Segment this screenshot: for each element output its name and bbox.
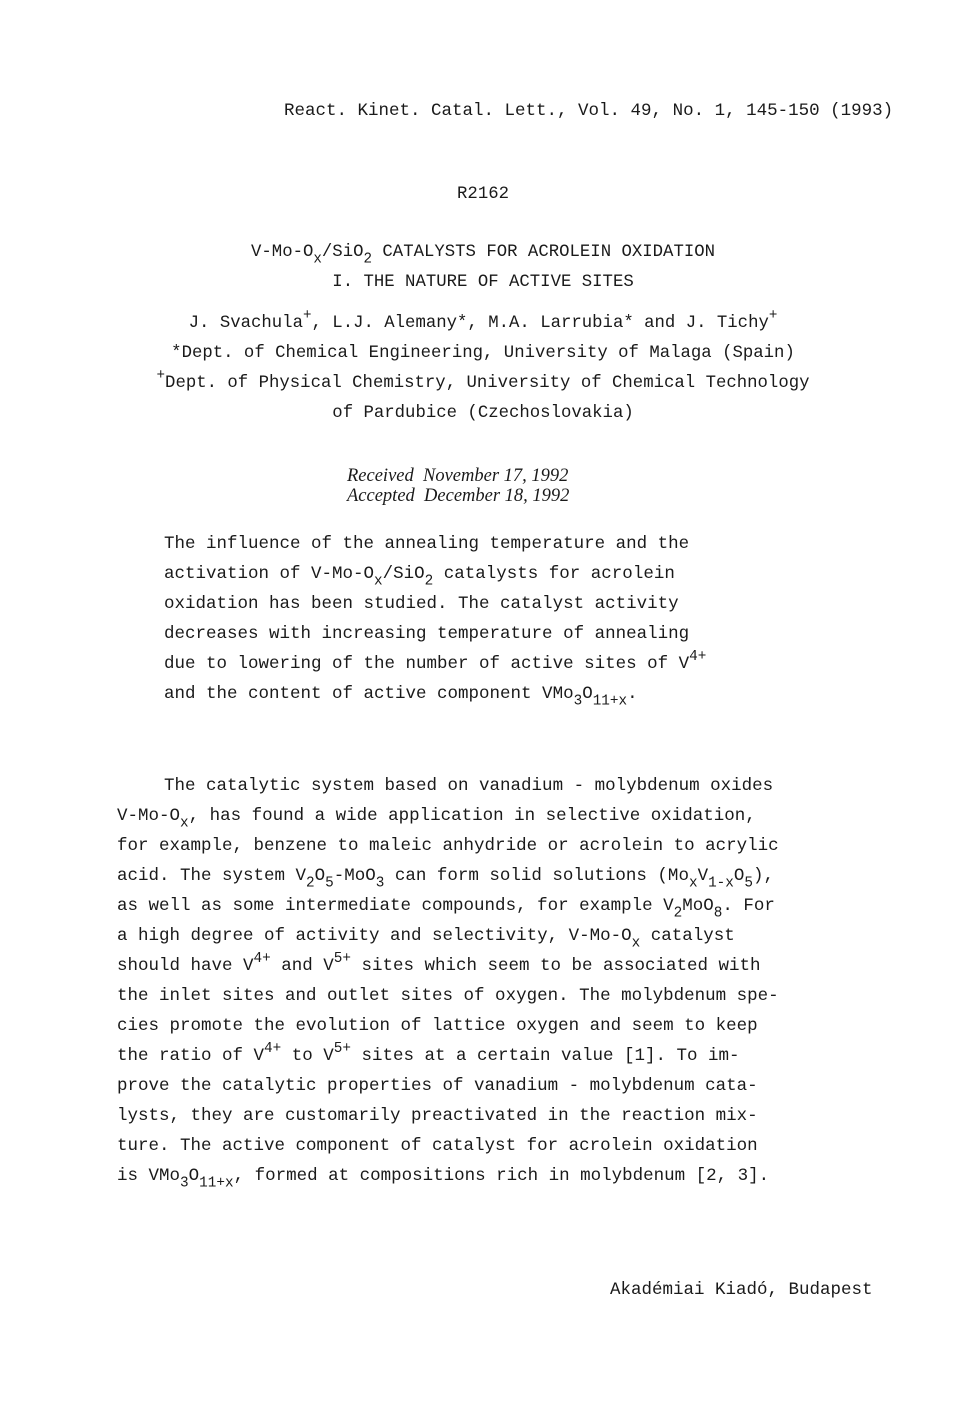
body-line: the inlet sites and outlet sites of oxygen. The molybdenum spe-: [117, 986, 779, 1006]
body-line: prove the catalytic properties of vanadium - molybdenum cata-: [117, 1076, 758, 1096]
title-line-2: I. THE NATURE OF ACTIVE SITES: [332, 272, 634, 292]
body-line: is $VMo_3O_{11+x}$, formed at compositions rich in molybdenum [2, 3].: [117, 1166, 770, 1192]
body-line: ture. The active component of catalyst for acrolein oxidation: [117, 1136, 758, 1156]
affiliation-2: +Dept. of Physical Chemistry, University of Chemical Technology: [156, 368, 810, 393]
affiliation-3: of Pardubice (Czechoslovakia): [332, 403, 634, 423]
body-line: lysts, they are customarily preactivated in the reaction mix-: [117, 1106, 758, 1126]
body-line: should have $V^{4+}$ and $V^{5+}$ sites which seem to be associated with: [117, 951, 761, 976]
abstract-line: due to lowering of the number of active sites of $V^{4+}$: [164, 649, 707, 674]
body-line: The catalytic system based on vanadium - molybdenum oxides: [164, 776, 774, 796]
article-code: R2162: [457, 184, 510, 204]
abstract-line: decreases with increasing temperature of annealing: [164, 624, 690, 644]
body-line: the ratio of $V^{4+}$ to $V^{5+}$ sites at a certain value [1]. To im-: [117, 1041, 740, 1066]
abstract-line: activation of $V-Mo-O_x/SiO_2$ catalysts for acrolein: [164, 564, 675, 590]
affiliation-1: *Dept. of Chemical Engineering, University of Malaga (Spain): [171, 343, 795, 363]
body-line: a high degree of activity and selectivity, $V-Mo-O_x$ catalyst: [117, 926, 735, 952]
title-line-1: $V-Mo-O_x/SiO_2$ CATALYSTS FOR ACROLEIN OXIDATION: [251, 242, 716, 268]
abstract-line: oxidation has been studied. The catalyst activity: [164, 594, 679, 614]
abstract-line: The influence of the annealing temperature and the: [164, 534, 690, 554]
accepted-date: Accepted December 18, 1992: [347, 486, 570, 506]
body-line: for example, benzene to maleic anhydride or acrolein to acrylic: [117, 836, 779, 856]
body-line: cies promote the evolution of lattice oxygen and seem to keep: [117, 1016, 758, 1036]
body-line: $V-Mo-O_x$, has found a wide application in selective oxidation,: [117, 806, 756, 832]
abstract-line: and the content of active component $VMo_3O_{11+x}$.: [164, 684, 638, 710]
publisher: Akadémiai Kiadó, Budapest: [610, 1280, 873, 1300]
body-line: acid. The system $V_2O_5-MoO_3$ can form solid solutions $(Mo_xV_{1-x}O_5)$,: [117, 866, 775, 892]
journal-citation: React. Kinet. Catal. Lett., Vol. 49, No. 1, 145-150 (1993): [284, 101, 894, 121]
received-date: Received November 17, 1992: [347, 466, 569, 486]
body-line: as well as some intermediate compounds, for example $V_2MoO_8$. For: [117, 896, 775, 922]
authors: J. Svachula+, L.J. Alemany*, M.A. Larrubia* and J. Tichy+: [188, 308, 778, 333]
